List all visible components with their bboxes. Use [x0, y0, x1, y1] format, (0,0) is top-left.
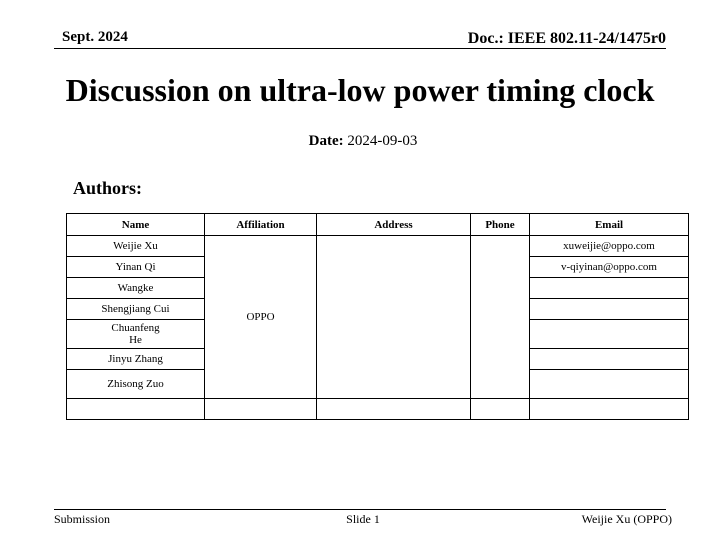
author-phone — [471, 236, 530, 399]
table-row — [67, 236, 689, 257]
authors-table — [66, 213, 689, 420]
date-line — [0, 133, 720, 150]
author-address — [317, 236, 471, 399]
footer-divider — [54, 509, 666, 510]
header-affiliation: Affiliation — [205, 214, 317, 236]
header-address: Address — [317, 214, 471, 236]
footer-submission: Submission — [54, 512, 111, 526]
author-email: xuweijie@oppo.com — [530, 236, 689, 257]
header-name: Name — [67, 214, 205, 236]
header-phone: Phone — [471, 214, 530, 236]
authors-heading: Authors: — [73, 178, 143, 198]
footer-author: Weijie Xu (OPPO) — [581, 512, 672, 526]
author-name: Jinyu Zhang — [67, 349, 205, 370]
author-affiliation: OPPO — [205, 236, 317, 399]
slide-title: Discussion on ultra-low power timing clock — [65, 72, 655, 108]
date-label: Date: — [308, 133, 344, 149]
author-name: Shengjiang Cui — [67, 299, 205, 320]
table-header-row — [67, 214, 689, 236]
author-email — [530, 349, 689, 370]
author-name: Yinan Qi — [67, 257, 205, 278]
author-name: Weijie Xu — [67, 236, 205, 257]
author-name — [67, 320, 205, 349]
footer-slide-number: Slide 1 — [346, 512, 380, 526]
author-email — [530, 320, 689, 349]
table-row-empty — [67, 399, 689, 420]
header-email: Email — [530, 214, 689, 236]
header-doc-id: Doc.: IEEE 802.11-24/1475r0 — [467, 30, 666, 47]
author-email: v-qiyinan@oppo.com — [530, 257, 689, 278]
date-value: 2024-09-03 — [347, 133, 418, 149]
author-name-line2: He — [129, 334, 142, 346]
author-name-line1: Chuanfeng — [111, 322, 160, 334]
author-email — [530, 370, 689, 399]
author-email — [530, 278, 689, 299]
header-date: Sept. 2024 — [62, 29, 128, 45]
author-name: Wangke — [67, 278, 205, 299]
header-divider — [54, 48, 666, 49]
author-email — [530, 299, 689, 320]
author-name: Zhisong Zuo — [67, 370, 205, 399]
